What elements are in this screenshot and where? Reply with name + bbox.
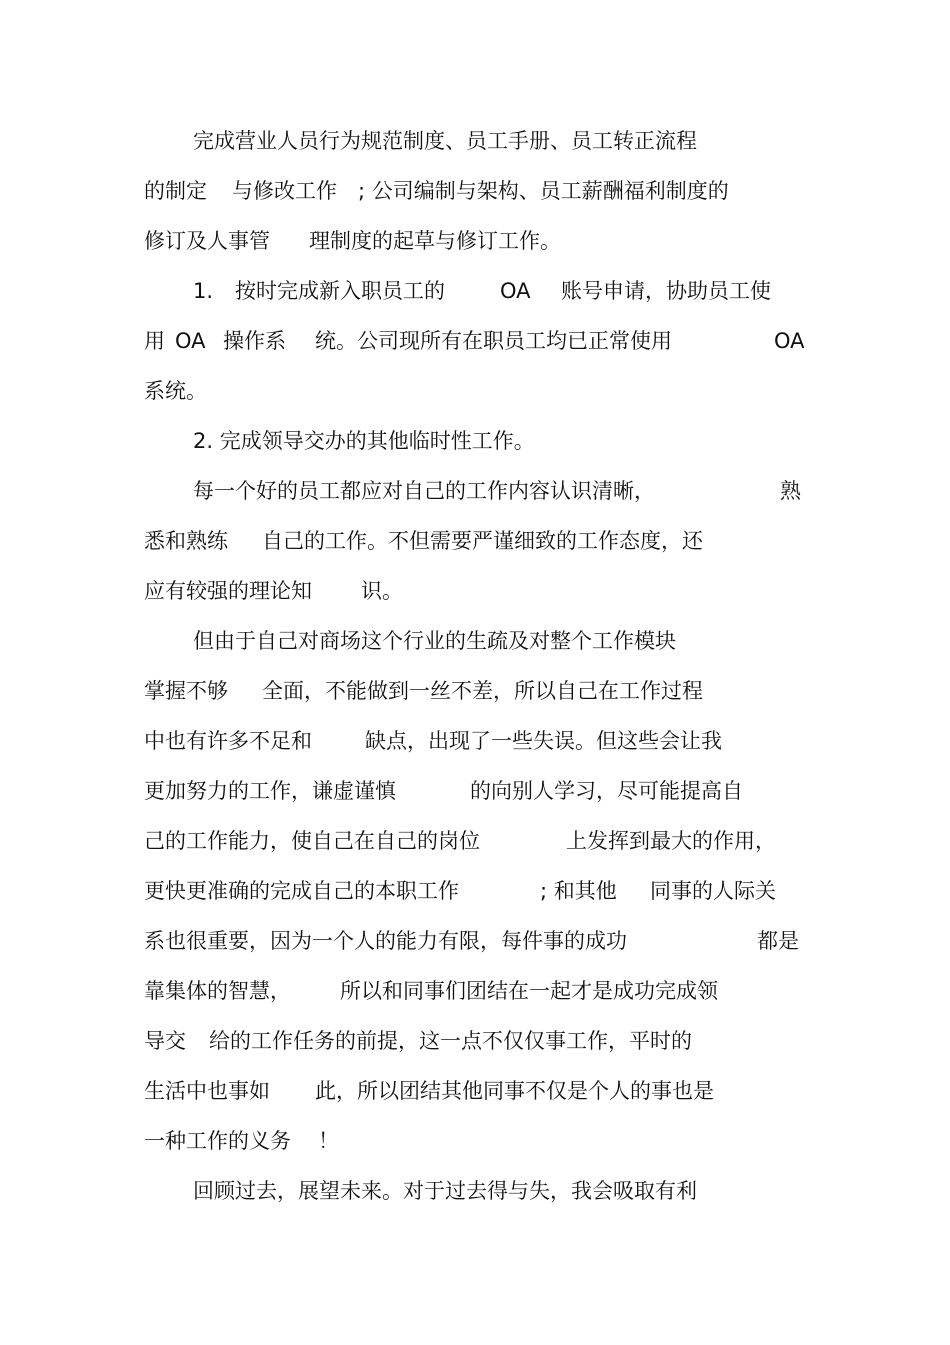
- text-segment: ; 和其他: [540, 879, 617, 903]
- text-line: [0, 771, 743, 811]
- text-segment: 上发挥到最大的作用，: [566, 829, 776, 853]
- text-segment: 自己的工作。不但需要严谨细致的工作态度，还: [262, 529, 703, 553]
- text-line: [0, 221, 561, 261]
- text-line: [0, 821, 776, 861]
- text-segment: 但由于自己对商场这个行业的生疏及对整个工作模块: [193, 629, 676, 653]
- text-segment: 同事的人际关: [650, 879, 776, 903]
- text-segment: 按时完成新入职员工的: [235, 279, 445, 303]
- text-segment: 理制度的起草与修订工作。: [309, 229, 561, 253]
- text-line: [0, 1171, 697, 1211]
- text-segment: 更加努力的工作，谦虚谨慎: [144, 779, 396, 803]
- text-segment: 的制定: [144, 179, 207, 203]
- text-segment: 缺点，出现了一些失误。但这些会让我: [365, 729, 722, 753]
- text-line: [0, 121, 697, 161]
- text-line: [0, 971, 718, 1011]
- text-segment: 所以和同事们团结在一起才是成功完成领: [340, 979, 718, 1003]
- text-line: [0, 621, 676, 661]
- text-segment: 熟: [780, 479, 801, 503]
- text-segment: 此，所以团结其他同事不仅是个人的事也是: [315, 1079, 714, 1103]
- text-segment: 修订及人事管: [144, 229, 270, 253]
- text-segment: 中也有许多不足和: [144, 729, 312, 753]
- text-line: [0, 321, 805, 361]
- text-segment: 回顾过去，展望未来。对于过去得与失，我会吸取有利: [193, 1179, 697, 1203]
- text-line: [0, 471, 801, 511]
- text-segment: OA: [500, 279, 531, 303]
- text-line: [0, 521, 703, 561]
- text-line: [0, 421, 535, 461]
- text-segment: 一种工作的义务: [144, 1129, 291, 1153]
- text-line: [0, 921, 799, 961]
- text-line: [0, 1121, 339, 1161]
- text-segment: 悉和熟练: [144, 529, 228, 553]
- text-segment: 每一个好的员工都应对自己的工作内容认识清晰，: [193, 479, 655, 503]
- text-segment: 应有较强的理论知: [144, 579, 312, 603]
- text-segment: OA: [774, 329, 805, 353]
- text-segment: ！: [318, 1129, 339, 1153]
- text-line: [0, 571, 403, 611]
- text-line: [0, 271, 771, 311]
- text-line: [0, 871, 776, 911]
- text-line: [0, 721, 722, 761]
- text-line: [0, 371, 207, 411]
- text-segment: 都是: [757, 929, 799, 953]
- text-segment: 掌握不够: [144, 679, 228, 703]
- text-segment: 给的工作任务的前提，这一点不仅仅事工作，平时的: [209, 1029, 692, 1053]
- text-line: [0, 171, 729, 211]
- text-segment: 操作系: [223, 329, 286, 353]
- text-segment: 用: [144, 329, 165, 353]
- text-segment: 靠集体的智慧，: [144, 979, 291, 1003]
- text-segment: 与修改工作: [232, 179, 337, 203]
- text-segment: 账号申请，协助员工使: [561, 279, 771, 303]
- text-line: [0, 671, 703, 711]
- text-segment: 的向别人学习，尽可能提高自: [470, 779, 743, 803]
- text-segment: 己的工作能力，使自己在自己的岗位: [144, 829, 480, 853]
- text-segment: 全面，不能做到一丝不差，所以自己在工作过程: [262, 679, 703, 703]
- text-segment: OA: [175, 329, 206, 353]
- text-segment: 统。公司现所有在职员工均已正常使用: [315, 329, 672, 353]
- text-line: [0, 1021, 692, 1061]
- text-segment: 识。: [361, 579, 403, 603]
- text-segment: 生活中也事如: [144, 1079, 270, 1103]
- text-segment: 1.: [193, 279, 214, 303]
- text-segment: 导交: [144, 1029, 186, 1053]
- text-segment: 系统。: [144, 379, 207, 403]
- text-segment: 系也很重要，因为一个人的能力有限，每件事的成功: [144, 929, 627, 953]
- text-segment: 更快更准确的完成自己的本职工作: [144, 879, 459, 903]
- text-segment: 2. 完成领导交办的其他临时性工作。: [193, 429, 535, 453]
- text-segment: 完成营业人员行为规范制度、员工手册、员工转正流程: [193, 129, 697, 153]
- text-line: [0, 1071, 714, 1111]
- text-segment: ; 公司编制与架构、员工薪酬福利制度的: [358, 179, 729, 203]
